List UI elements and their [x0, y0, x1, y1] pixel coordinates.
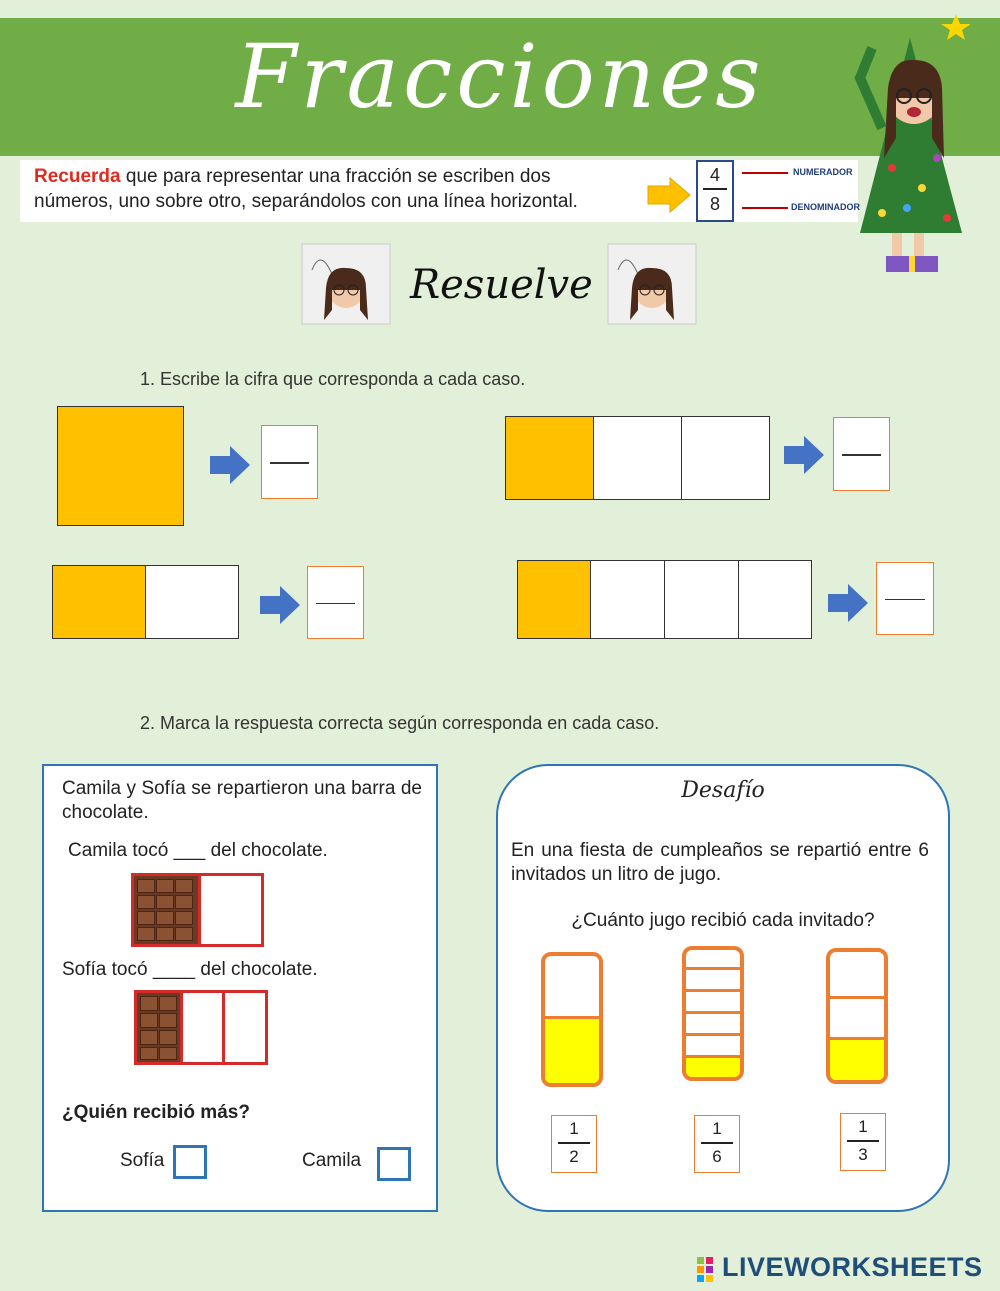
fraction-option-sixth[interactable] [694, 1115, 740, 1173]
blue-arrow-icon [826, 582, 870, 624]
fraction-numerator: 1 [712, 1119, 722, 1138]
juice-glass-thirds [826, 948, 888, 1084]
chocolate-piece [134, 876, 198, 944]
option-sofia-label: Sofía [120, 1150, 165, 1171]
juice-glass-half [541, 952, 603, 1087]
fraction-part-shaded [57, 406, 184, 526]
yellow-arrow-icon [646, 176, 692, 214]
fraction-numerator: 1 [858, 1117, 868, 1136]
camila-statement: Camila tocó ___ del chocolate. [68, 840, 328, 861]
page-title: Fracciones [235, 25, 765, 128]
fraction-denominator: 3 [858, 1144, 868, 1164]
resuelve-heading: Resuelve [410, 262, 593, 308]
blue-arrow-icon [782, 434, 826, 476]
answer-box[interactable] [307, 566, 364, 639]
desafio-text: En una fiesta de cumpleaños se repartió entre 6 invitados un litro de jugo. [511, 840, 929, 885]
answer-box[interactable] [261, 425, 318, 499]
sofia-statement: Sofía tocó ____ del chocolate. [62, 959, 318, 980]
chocolate-bar-thirds [134, 990, 268, 1065]
juice-glass-sixths [682, 946, 744, 1081]
chocolate-intro: Camila y Sofía se repartieron una barra de chocolate. [62, 778, 422, 823]
fraction-part [664, 560, 739, 639]
instruction-2: 2. Marca la respuesta correcta según corresponda en cada caso. [140, 713, 660, 733]
recuerda-keyword: Recuerda [34, 166, 121, 187]
fraction-part-shaded [517, 560, 591, 639]
teacher-avatar-icon [606, 240, 698, 330]
fraction-numerator: 1 [569, 1119, 579, 1138]
fraction-denominator: 2 [569, 1146, 579, 1166]
numerador-pointer [742, 172, 788, 174]
footer-brand: LIVEWORKSHEETS [722, 1252, 983, 1282]
liveworksheets-logo-icon [696, 1256, 722, 1284]
teacher-avatar-icon [300, 240, 392, 330]
example-numerator: 4 [709, 165, 720, 185]
chocolate-piece [137, 993, 181, 1062]
answer-box[interactable] [876, 562, 934, 635]
option-camila-label: Camila [302, 1150, 362, 1171]
fraction-part [738, 560, 812, 639]
label-numerador: NUMERADOR [793, 167, 853, 177]
answer-box[interactable] [833, 417, 890, 491]
label-denominador: DENOMINADOR [791, 202, 860, 212]
fraction-example [696, 160, 734, 222]
fraction-part-shaded [52, 565, 146, 639]
recuerda-line1: que para representar una fracción se escriben dos [120, 166, 551, 187]
blue-arrow-icon [258, 584, 302, 626]
christmas-tree-avatar-icon [852, 8, 970, 278]
fraction-option-third[interactable] [840, 1113, 886, 1171]
fraction-denominator: 6 [712, 1146, 722, 1166]
fraction-part [593, 416, 682, 500]
fraction-option-half[interactable] [551, 1115, 597, 1173]
chocolate-problem-card [42, 764, 438, 1212]
who-got-more-question: ¿Quién recibió más? [62, 1102, 250, 1123]
recuerda-text [34, 164, 654, 214]
desafio-question: ¿Cuánto jugo recibió cada invitado? [571, 910, 875, 931]
fraction-part [145, 565, 239, 639]
desafio-title: Desafío [681, 778, 765, 803]
example-denominator: 8 [709, 194, 720, 214]
instruction-1: 1. Escribe la cifra que corresponda a cada caso. [140, 369, 526, 389]
option-sofia-checkbox[interactable] [173, 1145, 207, 1179]
chocolate-bar-halves [131, 873, 264, 947]
fraction-part [681, 416, 770, 500]
recuerda-line2: números, uno sobre otro, separándolos con una línea horizontal. [34, 191, 578, 212]
denominador-pointer [742, 207, 788, 209]
blue-arrow-icon [208, 444, 252, 486]
fraction-part-shaded [505, 416, 594, 500]
option-camila-checkbox[interactable] [377, 1147, 411, 1181]
fraction-part [590, 560, 665, 639]
